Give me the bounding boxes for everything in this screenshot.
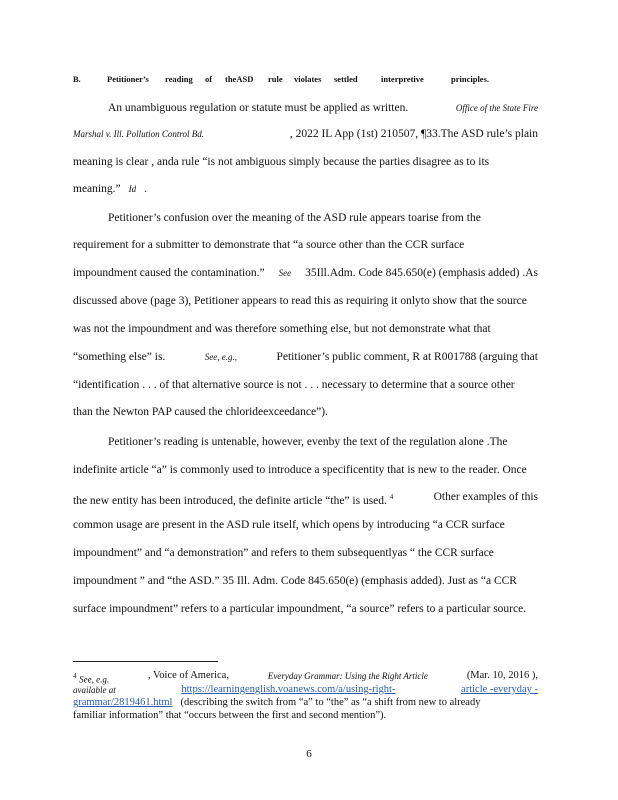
para2-line — [73, 238, 538, 252]
para3-line — [73, 546, 538, 560]
para3-line — [73, 574, 538, 588]
heading-word: rule — [268, 74, 283, 84]
para2-line — [73, 322, 538, 336]
citation: Id — [128, 184, 137, 194]
text: meaning.” — [73, 183, 121, 195]
citation-signal: See, e.g., — [204, 352, 238, 362]
text: (Mar. 10, 2016 ), — [466, 670, 538, 681]
text: , Voice of America, — [148, 670, 229, 681]
page-number: 6 — [306, 748, 312, 760]
text: surface impoundment” refers to a particular impoundment, “a source” refers to a particular source. — [73, 603, 527, 615]
footnote-link[interactable]: article -everyday - — [461, 684, 538, 695]
text: 35Ill.Adm. Code 845.650(e) (emphasis added) .As — [305, 267, 538, 279]
para1-line — [73, 127, 538, 141]
text: than the Newton PAP caused the chlorideexceedance”). — [73, 406, 328, 418]
text: the new entity has been introduced, the definite article “the” is used. — [73, 494, 387, 507]
heading-word: violates — [294, 74, 322, 84]
case-name: Marshal v. Ill. Pollution Control Bd. — [73, 129, 204, 139]
text: meaning is clear , anda rule “is not ambiguous simply because the parties disagree as to its — [73, 156, 490, 168]
text: indefinite article “a” is commonly used to introduce a specificentity that is new to the reader. Once — [73, 464, 527, 476]
para3-line — [73, 602, 538, 616]
para2-line — [73, 350, 538, 364]
text: . — [144, 183, 147, 195]
text: “identification . . . of that alternative source is not . . . necessary to determine that a source other — [73, 379, 515, 391]
citation-signal: See — [278, 268, 292, 278]
heading-word: principles. — [451, 74, 490, 84]
para3-line — [108, 435, 538, 449]
para1-line — [108, 101, 538, 115]
heading-word: reading — [165, 74, 193, 84]
text: Petitioner’s public comment, R at R001788 (arguing that — [276, 351, 538, 363]
para2-line — [73, 378, 538, 392]
article-title: Everyday Grammar: Using the Right Article — [267, 671, 428, 681]
case-name: Office of the State Fire — [455, 103, 538, 113]
footnote-line — [73, 697, 538, 709]
text: available at — [73, 685, 116, 695]
heading-label: B. — [73, 74, 81, 84]
para3-line — [73, 490, 538, 508]
text: impoundment” and “a demonstration” and refers to them subsequentlyas “ the CCR surface — [73, 547, 494, 559]
text-with-footnote — [73, 490, 393, 508]
text: Petitioner’s reading is untenable, however, evenby the text of the regulation alone .The — [108, 436, 508, 448]
heading-word: interpretive — [381, 74, 424, 84]
text: (describing the switch from “a” to “the” as “a shift from new to already — [180, 697, 481, 708]
citation-signal: See, e.g. — [79, 674, 110, 685]
text: was not the impoundment and was therefore something else, but not demonstrate what that — [73, 323, 491, 335]
footnote-link[interactable]: grammar/2819461.html — [73, 697, 173, 708]
heading-word: Petitioner’s — [107, 74, 149, 84]
heading-word: settled — [334, 74, 358, 84]
text: impoundment caused the contamination.” — [73, 267, 265, 279]
footnote-number: 4 — [73, 672, 77, 680]
text: impoundment ” and “the ASD.” 35 Ill. Adm. Code 845.650(e) (emphasis added). Just as “a CCR — [73, 575, 517, 587]
para1-line — [73, 182, 538, 196]
para3-line — [73, 463, 538, 477]
heading-word: theASD — [225, 74, 254, 84]
text: Other examples of this — [433, 491, 538, 503]
footnote-line — [73, 710, 538, 722]
para1-line — [73, 155, 538, 169]
footnote-marker[interactable]: 4 — [389, 493, 394, 501]
text: “something else” is. — [73, 351, 166, 363]
para2-line — [73, 266, 538, 280]
para2-line — [73, 405, 538, 419]
footnote-separator — [73, 661, 218, 662]
para2-line — [108, 211, 538, 225]
section-heading — [73, 74, 490, 84]
text: discussed above (page 3), Petitioner appears to read this as requiring it onlyto show that the source — [73, 295, 527, 307]
footnote-line — [73, 684, 538, 696]
para3-line — [73, 518, 538, 532]
text: requirement for a submitter to demonstrate that “a source other than the CCR surface — [73, 239, 465, 251]
text: , 2022 IL App (1st) 210507, ¶33.The ASD rule’s plain — [289, 128, 538, 140]
text: An unambiguous regulation or statute must be applied as written. — [108, 102, 409, 114]
text: common usage are present in the ASD rule itself, which opens by introducing “a CCR surface — [73, 519, 505, 531]
para2-line — [73, 294, 538, 308]
heading-word: of — [205, 74, 213, 84]
text: familiar information” that “occurs between the first and second mention”). — [73, 710, 387, 721]
footnote-link[interactable]: https://learningenglish.voanews.com/a/using-right- — [181, 684, 396, 695]
text: Petitioner’s confusion over the meaning of the ASD rule appears toarise from the — [108, 212, 481, 224]
